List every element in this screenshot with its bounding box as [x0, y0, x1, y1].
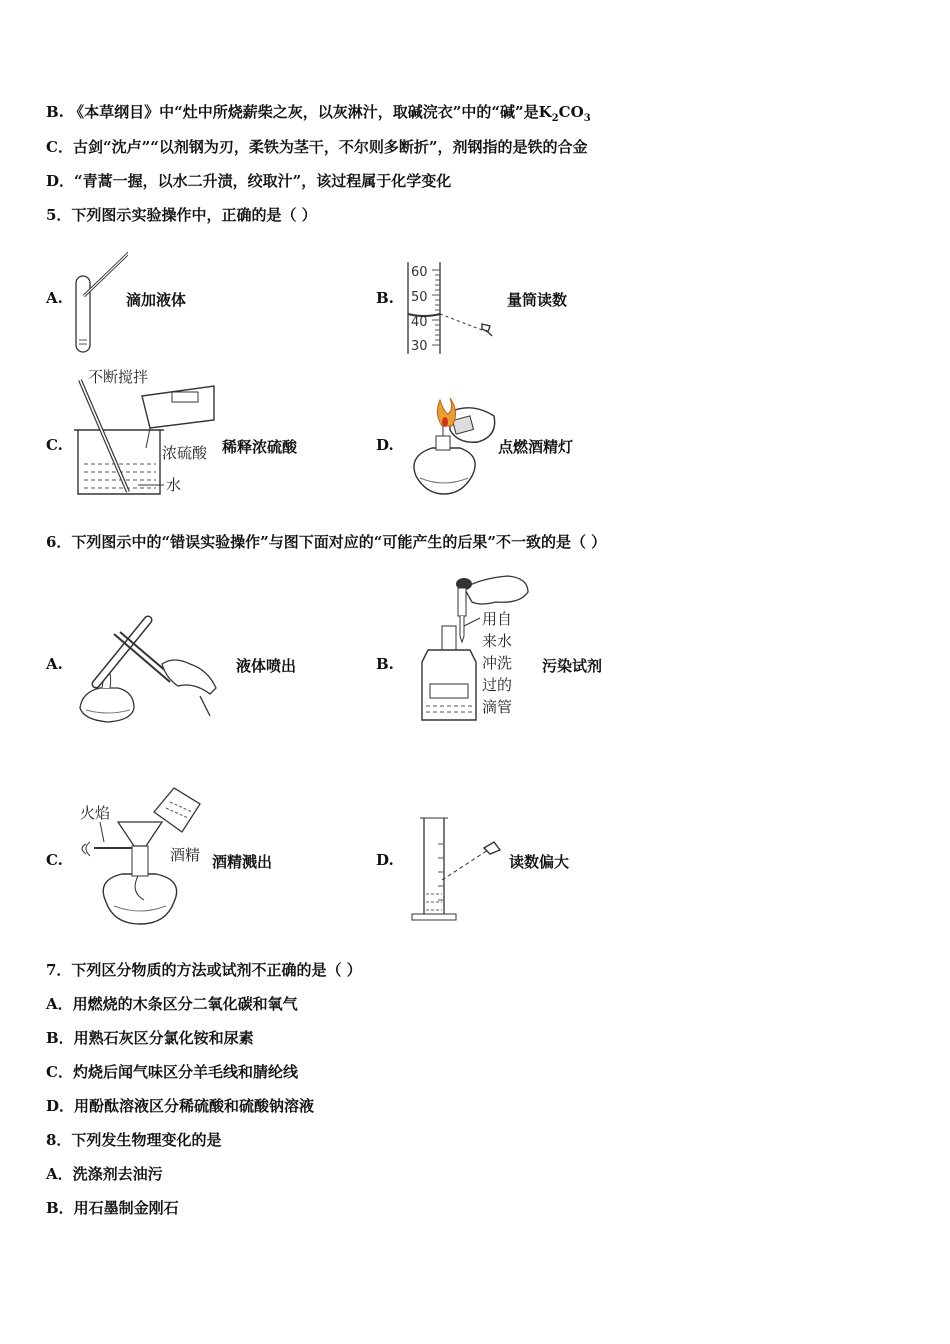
- cylinder-tick-label: 50: [411, 290, 428, 305]
- q7-option-a: A．用燃烧的木条区分二氧化碳和氧气: [46, 995, 298, 1013]
- q6-stem: 6．下列图示中的“错误实验操作”与图下面对应的“可能产生的后果”不一致的是（ ）: [46, 533, 607, 551]
- q8-option-a: A．洗涤剂去油污: [46, 1165, 163, 1183]
- dropper-note-line: 来水: [482, 632, 513, 650]
- q7-option-d: D．用酚酞溶液区分稀硫酸和硫酸钠溶液: [46, 1097, 315, 1115]
- q6-d-label: D.: [376, 851, 394, 869]
- q4-option-b: B. 《本草纲目》中“灶中所烧薪柴之灰，以灰淋汁，取碱浣衣”中的“碱”是$K_2CO_3$: [46, 103, 591, 124]
- dropper-into-tube-figure: [68, 236, 128, 358]
- flame-label: 火焰: [80, 804, 111, 822]
- q7-option-c: C．灼烧后闻气味区分羊毛线和腈纶线: [46, 1063, 298, 1081]
- stir-label: 不断搅拌: [88, 368, 149, 386]
- formula: $K_2CO_3$: [538, 103, 591, 124]
- q5-a-label: A.: [46, 289, 63, 307]
- q6-b-caption: 污染试剂: [542, 657, 603, 675]
- q7-stem: 7．下列区分物质的方法或试剂不正确的是（ ）: [46, 961, 362, 979]
- dropper-note-line: 用自: [482, 610, 513, 628]
- dilute-sulfuric-acid-figure: [68, 368, 228, 500]
- q5-d-label: D.: [376, 436, 394, 454]
- q6-d-caption: 读数偏大: [509, 853, 570, 871]
- q7-option-b: B．用熟石灰区分氯化铵和尿素: [46, 1029, 254, 1047]
- q5-c-caption: 稀释浓硫酸: [222, 438, 298, 456]
- q5-b-caption: 量筒读数: [507, 291, 568, 309]
- dropper-note-line: 滴管: [482, 698, 513, 716]
- water-label: 水: [166, 476, 182, 494]
- q5-a-caption: 滴加液体: [126, 291, 187, 309]
- q5-c-label: C.: [46, 436, 63, 454]
- cylinder-tick-label: 40: [411, 315, 428, 330]
- q5-b-label: B.: [376, 289, 394, 307]
- q5-stem: 5．下列图示实验操作中，正确的是（ ）: [46, 206, 317, 224]
- q8-option-b: B．用石墨制金刚石: [46, 1199, 179, 1217]
- q6-c-label: C.: [46, 851, 63, 869]
- heating-tube-wrong-figure: [74, 612, 224, 728]
- q6-c-caption: 酒精溅出: [212, 853, 273, 871]
- add-alcohol-to-lit-lamp-figure: [74, 782, 214, 930]
- q4-option-c: C．古剑“沈卢”“以剂钢为刃，柔铁为茎干，不尔则多断折”，剂钢指的是铁的合金: [46, 138, 588, 156]
- dropper-tap-water-figure: [416, 566, 536, 724]
- light-alcohol-lamp-figure: [402, 392, 502, 500]
- dropper-note-line: 过的: [482, 676, 513, 694]
- alcohol-label: 酒精: [170, 846, 201, 864]
- q4-option-d: D．“青蒿一握，以水二升渍，绞取汁”，该过程属于化学变化: [46, 172, 452, 190]
- cylinder-reading-from-above-figure: [408, 814, 508, 922]
- q6-a-label: A.: [46, 655, 63, 673]
- q6-b-label: B.: [376, 655, 394, 673]
- cylinder-tick-label: 60: [411, 265, 428, 280]
- q5-d-caption: 点燃酒精灯: [498, 438, 574, 456]
- graduated-cylinder-scale-figure: [402, 258, 512, 358]
- dropper-note-line: 冲洗: [482, 654, 513, 672]
- cylinder-tick-label: 30: [411, 339, 428, 354]
- q6-a-caption: 液体喷出: [236, 657, 297, 675]
- q8-stem: 8．下列发生物理变化的是: [46, 1131, 222, 1149]
- acid-label: 浓硫酸: [162, 444, 208, 462]
